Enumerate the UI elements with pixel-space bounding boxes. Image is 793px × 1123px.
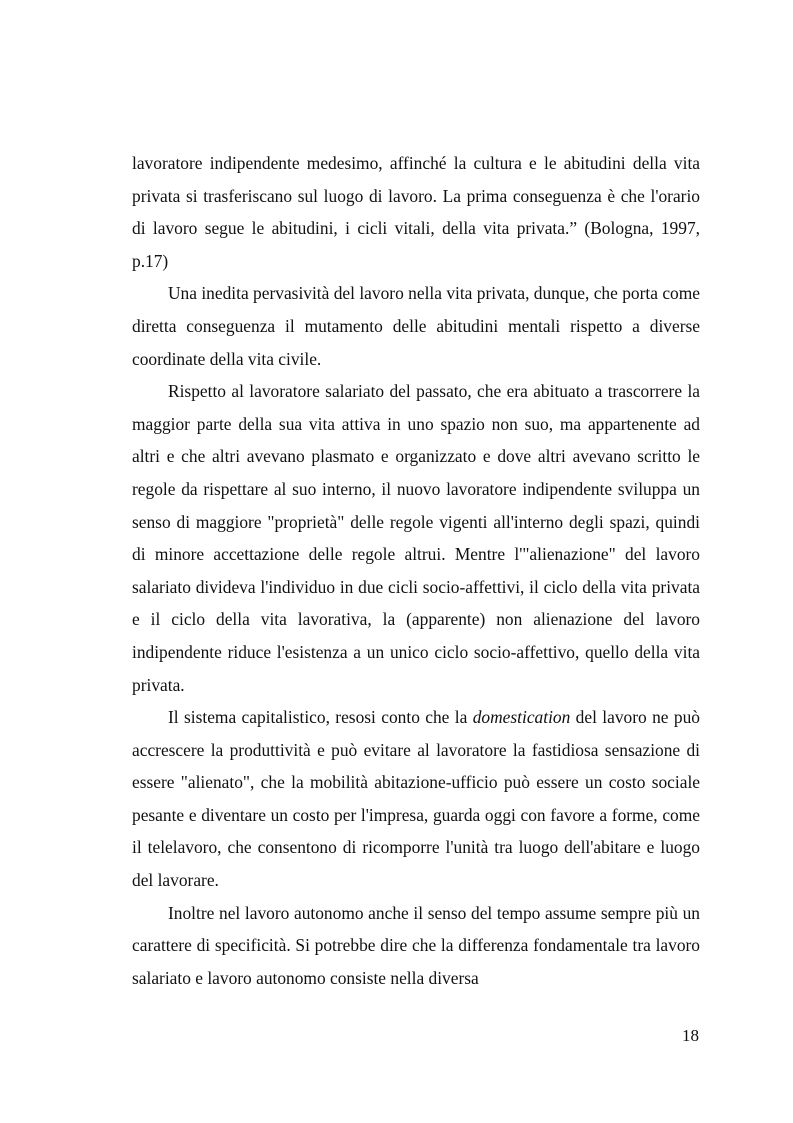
paragraph-1: [132, 147, 700, 277]
page-number: 18: [682, 1026, 699, 1045]
paragraph-text: Il sistema capitalistico, resosi conto che la: [168, 707, 473, 728]
paragraph-4: [132, 701, 700, 897]
paragraph-text: del lavoro ne può accrescere la produttività e può evitare al lavoratore la fastidiosa sensazione di essere "alienato", che la mobilità abitazione-ufficio può essere un costo sociale pesante e diventare un costo per l'impresa, guarda oggi con favore a forme, come il telelavoro, che consentono di ricomporre l'unità tra luogo dell'abitare e luogo del lavorare.: [132, 707, 700, 891]
paragraph-5: [132, 897, 700, 995]
paragraph-text: lavoratore indipendente medesimo, affinché la cultura e le abitudini della vita privata si trasferiscano sul luogo di lavoro. La prima conseguenza è che l'orario di lavoro segue le abitudini, i cicli vitali, della vita privata.” (Bologna, 1997, p.17): [132, 153, 700, 271]
paragraph-text: Una inedita pervasività del lavoro nella vita privata, dunque, che porta come diretta conseguenza il mutamento delle abitudini mentali rispetto a diverse coordinate della vita civile.: [132, 283, 700, 369]
body-text: [132, 147, 700, 994]
italic-term: domestication: [472, 707, 571, 728]
paragraph-text: Rispetto al lavoratore salariato del passato, che era abituato a trascorrere la maggior parte della sua vita attiva in uno spazio non suo, ma appartenente ad altri e che altri avevano plasmato e organizzato e dove altri avevano scritto le regole da rispettare al suo interno, il nuovo lavoratore indipendente sviluppa un senso di maggiore "proprietà" delle regole vigenti all'interno degli spazi, quindi di minore accettazione delle regole altrui. Mentre l'"alienazione" del lavoro salariato divideva l'individuo in due cicli socio-affettivi, il ciclo della vita privata e il ciclo della vita lavorativa, la (apparente) non alienazione del lavoro indipendente riduce l'esistenza a un unico ciclo socio-affettivo, quello della vita privata.: [132, 381, 700, 695]
paragraph-text: Inoltre nel lavoro autonomo anche il senso del tempo assume sempre più un carattere di specificità. Si potrebbe dire che la differenza fondamentale tra lavoro salariato e lavoro autonomo consiste nella diversa: [132, 902, 700, 988]
paragraph-2: [132, 277, 700, 375]
paragraph-3: [132, 375, 700, 701]
